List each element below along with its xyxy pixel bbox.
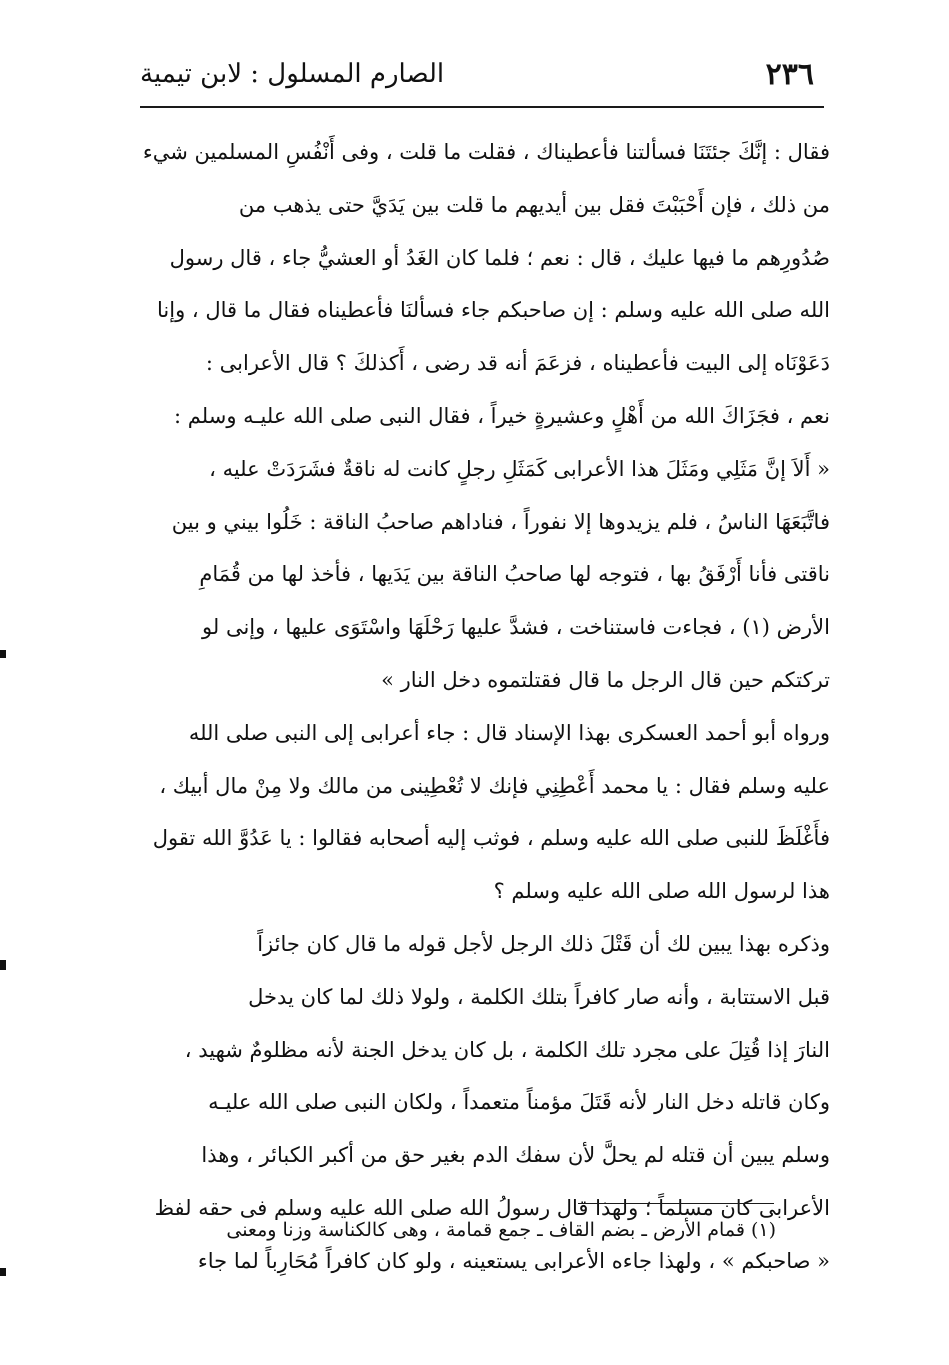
text-line: فقال : إنَّكَ جئتَنَا فسألتنا فأعطيناك ، فقلت ما قلت ، وفى أَنْفُسِ المسلمين شيء: [142, 140, 830, 164]
text-line: وسلم يبين أن قتله لم يحلَّ لأن سفك الدم بغير حق من أكبر الكبائر ، وهذا: [201, 1143, 830, 1168]
text-line: الله صلى الله عليه وسلم : إن صاحبكم جاء فسألنَا فأعطيناه فقال ما قال ، وإنا: [157, 298, 830, 323]
scan-edge-mark: [0, 1268, 6, 1276]
text-line: وكان قاتله دخل النار لأنه قَتَلَ مؤمناً متعمداً ، ولكان النبى صلى الله عليـه: [208, 1090, 830, 1115]
text-line: قبل الاستتابة ، وأنه صار كافراً بتلك الكلمة ، ولولا ذلك لما كان يدخل: [248, 984, 830, 1009]
text-line: النارَ إذا قُتِلَ على مجرد تلك الكلمة ، بل كان يدخل الجنة لأنه مظلومٌ شهيد ،: [184, 1037, 830, 1062]
header-divider: [140, 106, 824, 108]
text-line: فاتَّبَعَهَا الناسُ ، فلم يزيدوها إلا نفوراً ، فناداهم صاحبُ الناقة : خَلُوا بيني و بين: [171, 509, 830, 534]
text-line: ورواه أبو أحمد العسكرى بهذا الإسناد قال : جاء أعرابى إلى النبى صلى الله: [188, 720, 830, 745]
text-line: الأعرابى كان مسلماً ؛ ولهذا قال رسولُ الله صلى الله عليه وسلم فى حقه لفظ: [154, 1195, 830, 1220]
book-title: الصارم المسلول : لابن تيمية: [140, 59, 445, 89]
text-line: « أَلاَ إنَّ مَثَلِي ومَثَلَ هذا الأعرابى كَمَثَلِ رجلٍ كانت له ناقةٌ فشَرَدَتْ عليه ،: [209, 456, 830, 481]
text-line: عليه وسلم فقال : يا محمد أَعْطِنِي فإنك لا تُعْطِينى من مالك ولا مِنْ مال أبيك ،: [159, 773, 830, 798]
scan-edge-mark: [0, 650, 6, 658]
text-line: نعم ، فجَزَاكَ الله من أَهْلٍ وعشيرةٍ خيراً ، فقال النبى صلى الله عليـه وسلم :: [174, 403, 830, 428]
scan-edge-mark: [0, 960, 6, 970]
text-line: وذكره بهذا يبين لك أن قَتْلَ ذلك الرجل لأجل قوله ما قال كان جائزاً: [257, 931, 830, 956]
text-line: تركتكم حين قال الرجل ما قال فقتلتموه دخل النار »: [381, 667, 830, 692]
page-number: ٢٣٦: [765, 56, 814, 92]
text-line: دَعَوْنَاه إلى البيت فأعطيناه ، فزعَمَ أنه قد رضى ، أَكذلكَ ؟ قال الأعرابى :: [205, 351, 830, 376]
text-line: من ذلك ، فإن أَحْبَبْتَ فقل بين أيديهم ما قلت بين يَدَيَّ حتى يذهب من: [238, 192, 830, 217]
text-line: ناقتى فأنا أَرْفَقُ بها ، فتوجه لها صاحبُ الناقة بين يَدَيها ، فأخذ لها من قُمَامِ: [199, 562, 830, 587]
footnote: (١) قمام الأرض ـ بضم القاف ـ جمع قمامة ، وهى كالكناسة وزنا ومعنى: [226, 1219, 776, 1241]
text-line: صُدُورِهم ما فيها عليك ، قال : نعم ؛ فلما كان الغَدُ أو العشيُّ جاء ، قال رسول: [169, 245, 830, 270]
body-text: [134, 126, 830, 1288]
running-header: [140, 52, 814, 96]
text-line: هذا لرسول الله صلى الله عليه وسلم ؟: [493, 879, 830, 904]
text-line: فأَغْلَظَ للنبى صلى الله عليه وسلم ، فوثب إليه أصحابه فقالوا : يا عَدُوَّ الله تقول: [152, 826, 830, 851]
text-line: « صاحبكم » ، ولهذا جاءه الأعرابى يستعينه ، ولو كان كافراً مُحَارِباً لما جاء: [197, 1248, 830, 1273]
text-line: الأرض (١) ، فجاءت فاستناخت ، فشدَّ عليها رَحْلَهَا واسْتَوَى عليها ، وإنى لو: [202, 615, 830, 640]
footnote-divider: [578, 1203, 774, 1204]
